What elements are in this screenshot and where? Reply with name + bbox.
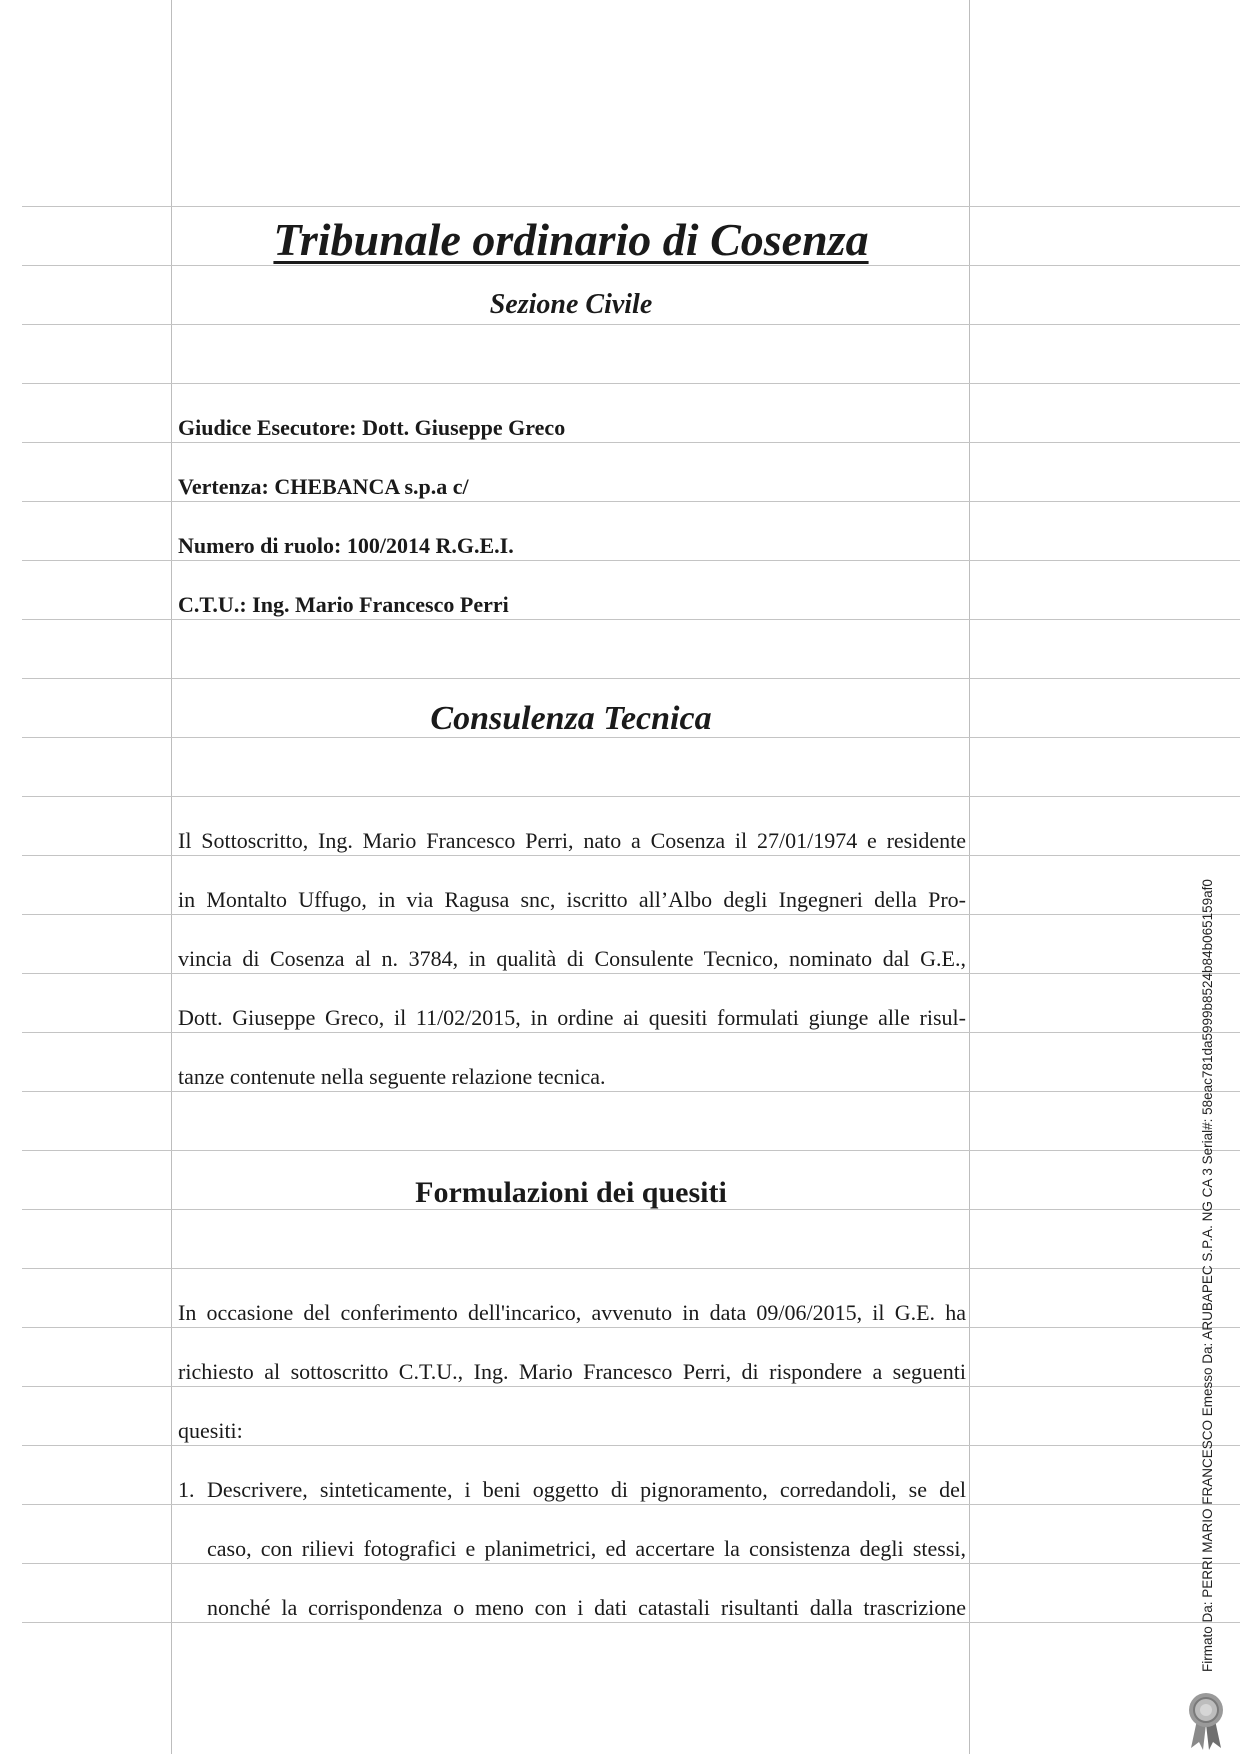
- list-item-number: 1.: [178, 1477, 195, 1502]
- list-item-line: Descrivere, sinteticamente, i beni oggetto di pignoramento, corredandoli, se del: [207, 1477, 966, 1502]
- dispute-field: Vertenza: CHEBANCA s.p.a c/: [178, 474, 469, 499]
- list-item-line: caso, con rilievi fotografici e planimetrici, ed accertare la consistenza degli stessi,: [207, 1536, 966, 1561]
- ctu-field: C.T.U.: Ing. Mario Francesco Perri: [178, 592, 509, 617]
- court-title: Tribunale ordinario di Cosenza: [273, 214, 869, 265]
- quesiti-intro-line: richiesto al sottoscritto C.T.U., Ing. Mario Francesco Perri, di rispondere a seguenti: [178, 1359, 966, 1384]
- ruled-line: [22, 206, 1240, 207]
- consulenza-line: vincia di Cosenza al n. 3784, in qualità di Consulente Tecnico, nominato dal G.E.,: [178, 946, 966, 971]
- ruled-line: [22, 678, 1240, 679]
- court-section: Sezione Civile: [489, 289, 653, 320]
- consulenza-line: tanze contenute nella seguente relazione tecnica.: [178, 1064, 606, 1089]
- quesiti-intro-line: In occasione del conferimento dell'incarico, avvenuto in data 09/06/2015, il G.E. ha: [178, 1300, 966, 1325]
- seal-ribbon-icon: [1181, 1690, 1231, 1750]
- consulenza-line: in Montalto Uffugo, in via Ragusa snc, iscritto all’Albo degli Ingegneri della Pro-: [178, 887, 966, 912]
- ruled-line: [22, 324, 1240, 325]
- ruled-line: [22, 1150, 1240, 1151]
- consulenza-line: Dott. Giuseppe Greco, il 11/02/2015, in ordine ai quesiti formulati giunge alle risul-: [178, 1005, 966, 1030]
- consulenza-heading: Consulenza Tecnica: [430, 700, 712, 737]
- ruled-line: [22, 1268, 1240, 1269]
- digital-signature-stamp: Firmato Da: PERRI MARIO FRANCESCO Emesso Da: ARUBAPEC S.P.A. NG CA 3 Serial#: 58eac781da5999b8524b84b065159af0: [1200, 879, 1215, 1672]
- ruled-line: [22, 383, 1240, 384]
- judge-field: Giudice Esecutore: Dott. Giuseppe Greco: [178, 415, 566, 440]
- quesiti-heading: Formulazioni dei quesiti: [415, 1176, 727, 1209]
- ruled-line: [22, 796, 1240, 797]
- list-item-line: nonché la corrispondenza o meno con i dati catastali risultanti dalla trascrizione: [207, 1595, 966, 1620]
- case-number-field: Numero di ruolo: 100/2014 R.G.E.I.: [178, 533, 514, 558]
- quesiti-intro-line: quesiti:: [178, 1418, 243, 1443]
- consulenza-line: Il Sottoscritto, Ing. Mario Francesco Perri, nato a Cosenza il 27/01/1974 e residente: [178, 828, 966, 853]
